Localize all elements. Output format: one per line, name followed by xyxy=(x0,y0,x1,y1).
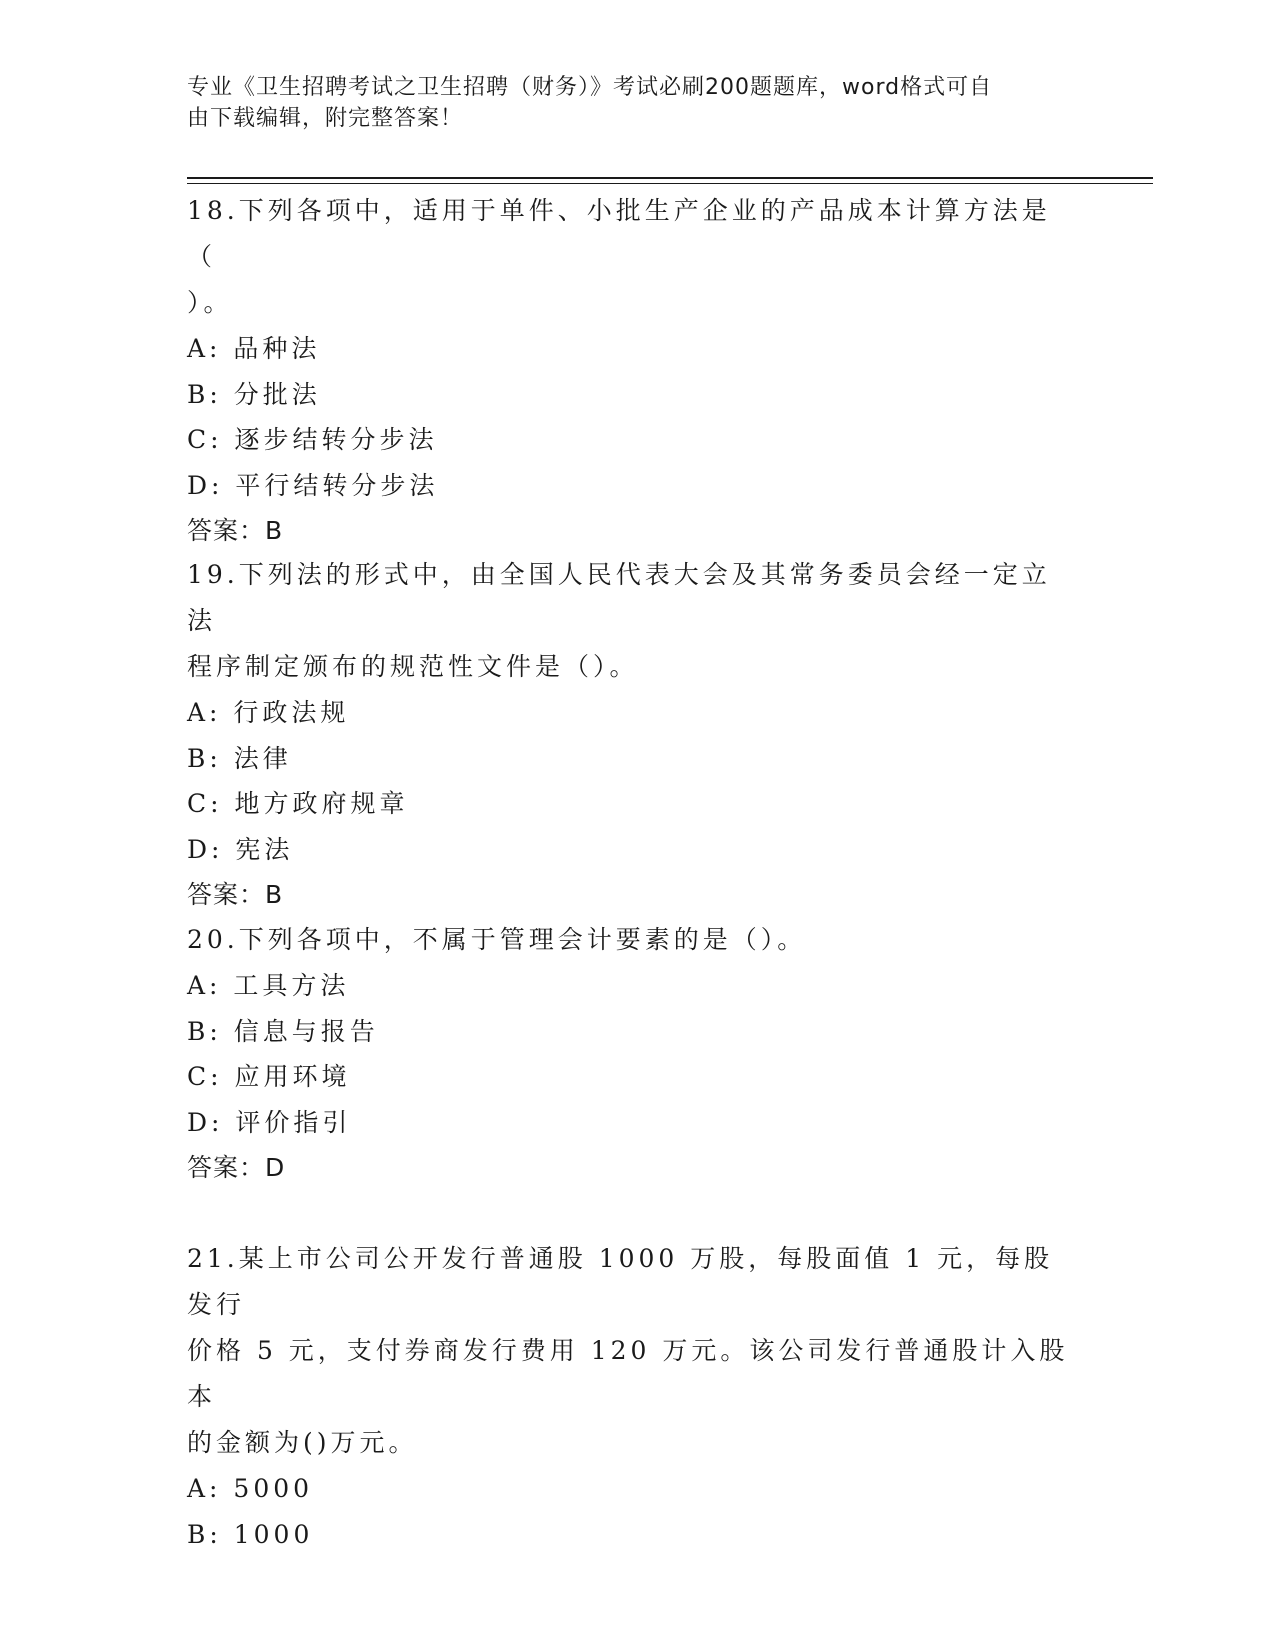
question-stem: 程序制定颁布的规范性文件是（）。 xyxy=(187,652,639,681)
header-line: 由下载编辑，附完整答案！ xyxy=(187,106,464,131)
header-line: 专业《卫生招聘考试之卫生招聘（财务）》考试必刷200题题库，word格式可自 xyxy=(187,75,993,100)
question-stem: 21.某上市公司公开发行普通股 1000 万股，每股面值 1 元，每股发行 xyxy=(187,1244,1054,1319)
question-21 xyxy=(187,1236,1077,1557)
option-d: D: 评价指引 xyxy=(187,1107,352,1137)
header-divider-thin xyxy=(187,183,1153,184)
header-divider-thick xyxy=(187,177,1153,179)
question-20 xyxy=(187,917,1077,1191)
option-c: C: 应用环境 xyxy=(187,1062,351,1091)
question-19 xyxy=(187,552,1077,918)
option-c: C: 逐步结转分步法 xyxy=(187,425,438,454)
question-18 xyxy=(187,188,1077,554)
option-a: A: 品种法 xyxy=(187,334,321,363)
option-b: B: 信息与报告 xyxy=(187,1016,379,1046)
option-b: B: 1000 xyxy=(187,1519,314,1549)
option-a: A: 5000 xyxy=(187,1474,314,1503)
answer-line: 答案：B xyxy=(187,516,284,545)
option-a: A: 行政法规 xyxy=(187,698,350,727)
option-a: A: 工具方法 xyxy=(187,971,350,1000)
question-stem: 价格 5 元，支付券商发行费用 120 万元。该公司发行普通股计入股本 xyxy=(187,1336,1069,1411)
question-stem: 19.下列法的形式中，由全国人民代表大会及其常务委员会经一定立法 xyxy=(187,560,1051,635)
option-d: D: 宪法 xyxy=(187,834,294,864)
option-b: B: 法律 xyxy=(187,743,292,773)
document-header xyxy=(187,72,1067,134)
option-b: B: 分批法 xyxy=(187,379,321,409)
answer-line: 答案：B xyxy=(187,880,284,909)
question-stem: 20.下列各项中，不属于管理会计要素的是（）。 xyxy=(187,925,807,954)
option-d: D: 平行结转分步法 xyxy=(187,470,439,500)
question-stem: 18.下列各项中，适用于单件、小批生产企业的产品成本计算方法是（ xyxy=(187,196,1051,271)
answer-line: 答案：D xyxy=(187,1153,286,1182)
option-c: C: 地方政府规章 xyxy=(187,789,409,818)
question-stem: ）。 xyxy=(187,288,233,317)
question-stem: 的金额为()万元。 xyxy=(187,1428,418,1457)
